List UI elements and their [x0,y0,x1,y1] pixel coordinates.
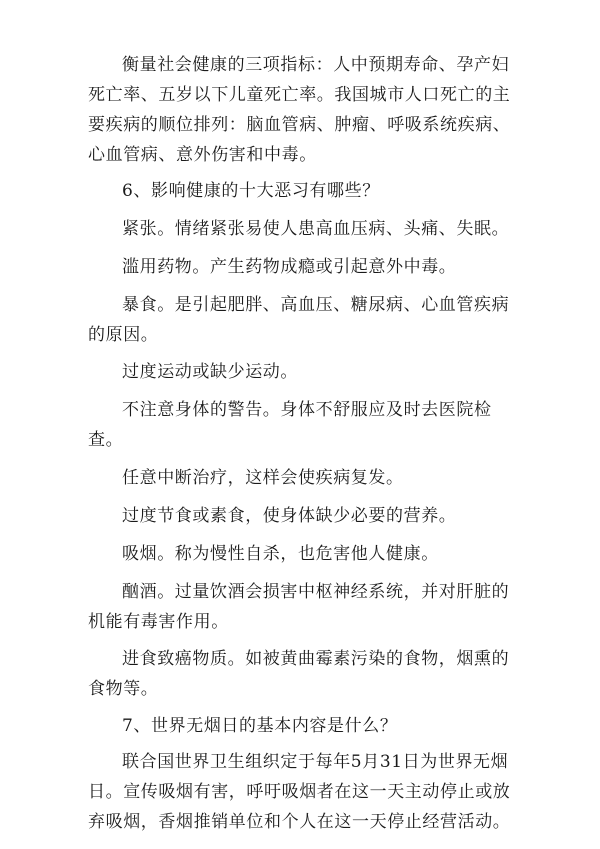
habit-item-overeating: 暴食。是引起肥胖、高血压、糖尿病、心血管疾病的原因。 [88,295,510,345]
habit-item-exercise: 过度运动或缺少运动。 [122,362,298,382]
paragraph-health-indicators: 衡量社会健康的三项指标：人中预期寿命、孕产妇死亡率、五岁以下儿童死亡率。我国城市人口死亡的主要疾病的顺位排列：脑血管病、肿瘤、呼吸系统疾病、心血管病、意外伤害和中毒。 [88,55,511,165]
habit-item-stop-treatment: 任意中断治疗，这样会使疾病复发。 [122,468,404,488]
habit-item-body-warnings: 不注意身体的警告。身体不舒服应及时去医院检查。 [88,400,492,450]
habit-item-smoking: 吸烟。称为慢性自杀，也危害他人健康。 [122,544,439,564]
paragraph-no-tobacco-day: 联合国世界卫生组织定于每年5月31日为世界无烟日。宣传吸烟有害，呼吁吸烟者在这一天主动停止或放弃吸烟，香烟推销单位和个人在这一天停止经营活动。 [88,752,511,832]
question-6-heading: 6、影响健康的十大恶习有哪些？ [122,181,380,201]
question-7-heading: 7、世界无烟日的基本内容是什么？ [122,716,398,736]
document-body [88,50,524,837]
habit-item-drug-abuse: 滥用药物。产生药物成瘾或引起意外中毒。 [122,257,457,277]
habit-item-stress: 紧张。情绪紧张易使人患高血压病、头痛、失眠。 [122,219,510,239]
habit-item-dieting: 过度节食或素食，使身体缺少必要的营养。 [122,506,457,526]
habit-item-carcinogens: 进食致癌物质。如被黄曲霉素污染的食物，烟熏的食物等。 [88,649,510,699]
habit-item-alcohol: 酗酒。过量饮酒会损害中枢神经系统，并对肝脏的机能有毒害作用。 [88,582,510,632]
